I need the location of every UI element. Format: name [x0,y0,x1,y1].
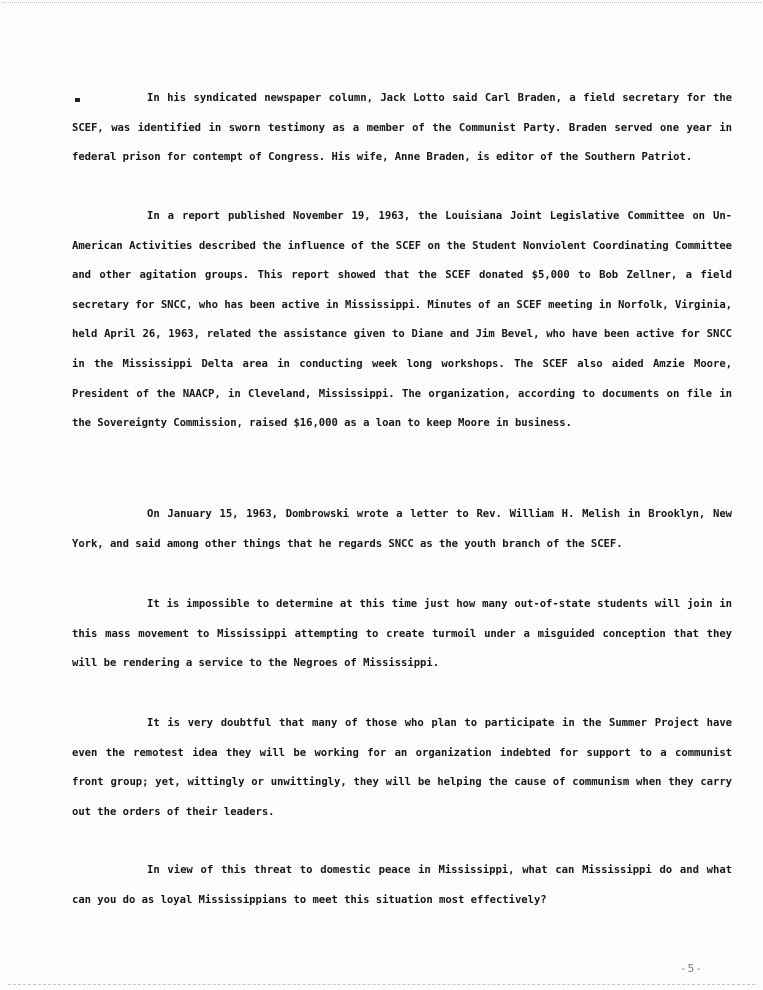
paragraph-louisiana-report: In a report published November 19, 1963, the Louisiana Joint Legislative Committee on Un-American Activities described the influence of the SCEF on the Student Nonviolent Coordinating Committee and other agitation groups. This report showed that the SCEF donated $5,000 to Bob Zellner, a field secretary for SNCC, who has been active in Mississippi. Minutes of an SCEF meeting in Norfolk, Virginia, held April 26, 1963, related the assistance given to Diane and Jim Bevel, who have been active for SNCC in the Mississippi Delta area in conducting week long workshops. The SCEF also aided Amzie Moore, President of the NAACP, in Cleveland, Mississippi. The organization, according to documents on file in the Sovereignty Commission, raised $16,000 as a loan to keep Moore in business. [72,210,732,430]
paragraph-closing-question: In view of this threat to domestic peace in Mississippi, what can Mississippi do and what can you do as loyal Mississippians to meet this situation most effectively? [72,864,732,906]
paragraph-dombrowski-letter: On January 15, 1963, Dombrowski wrote a letter to Rev. William H. Melish in Brooklyn, New York, and said among other things that he regards SNCC as the youth branch of the SCEF. [72,508,732,550]
page-number: -5- [680,962,703,975]
bottom-edge-border [8,984,755,985]
top-edge-border [2,2,761,3]
paragraph-braden: In his syndicated newspaper column, Jack Lotto said Carl Braden, a field secretary for the SCEF, was identified in sworn testimony as a member of the Communist Party. Braden served one year in federal prison for contempt of Congress. His wife, Anne Braden, is editor of the Southern Patriot. [72,92,732,164]
paragraph-summer-project: It is very doubtful that many of those who plan to participate in the Summer Project have even the remotest idea they will be working for an organization indebted for support to a communist front group; yet, wittingly or unwittingly, they will be helping the cause of communism when they carry out the orders of their leaders. [72,717,732,818]
paragraph-out-of-state-students: It is impossible to determine at this time just how many out-of-state students will join in this mass movement to Mississippi attempting to create turmoil under a misguided conception that they will be rendering a service to the Negroes of Mississippi. [72,598,732,670]
